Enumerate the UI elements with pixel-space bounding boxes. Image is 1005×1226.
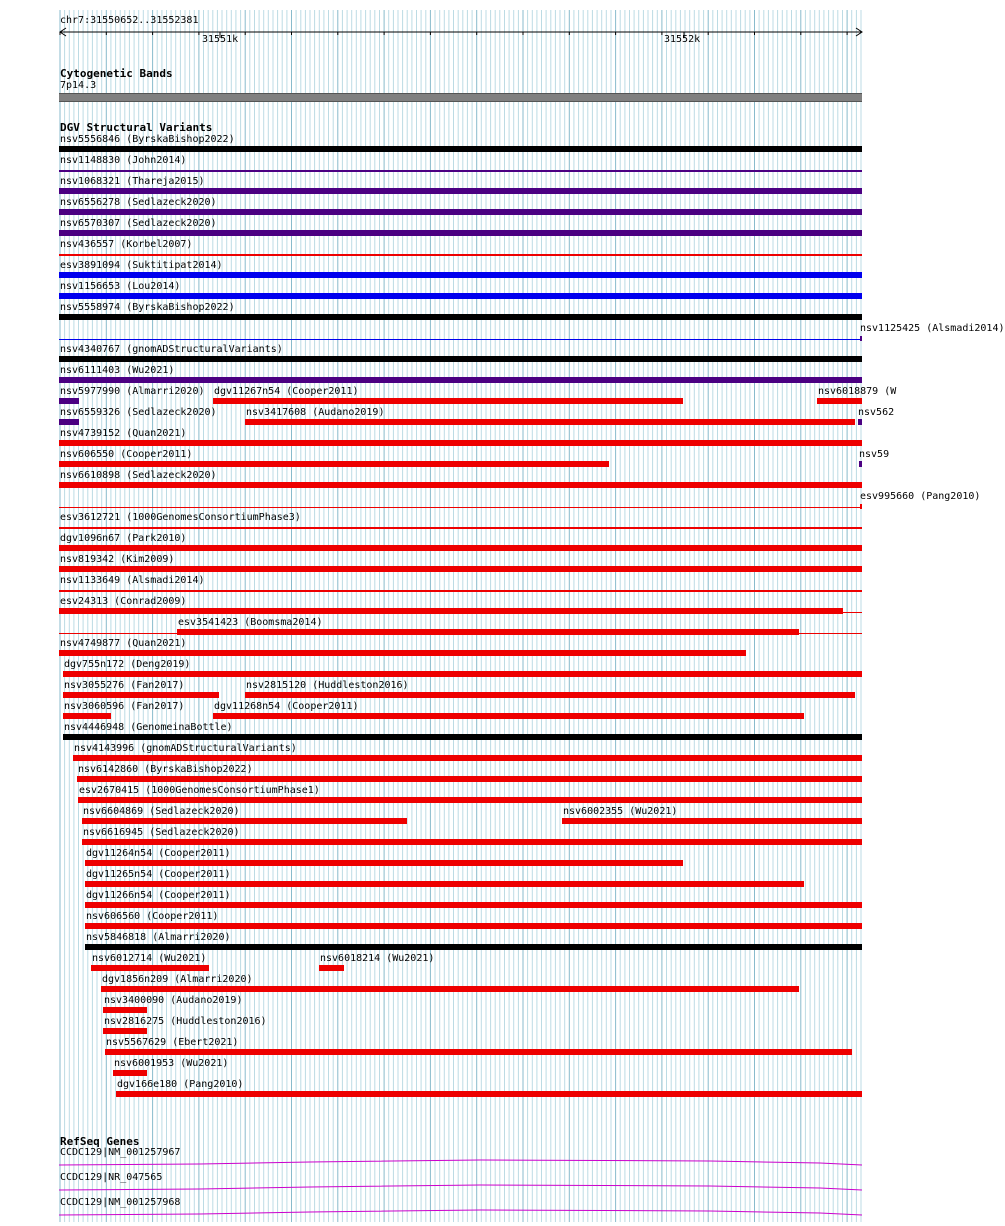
variant-label[interactable]: nsv2816275 (Huddleston2016) bbox=[104, 1016, 267, 1027]
variant-bar[interactable] bbox=[85, 860, 683, 866]
variant-label[interactable]: dgv11268n54 (Cooper2011) bbox=[214, 701, 359, 712]
variant-label[interactable]: dgv1096n67 (Park2010) bbox=[60, 533, 187, 544]
variant-label[interactable]: esv2670415 (1000GenomesConsortiumPhase1) bbox=[79, 785, 320, 796]
variant-bar[interactable] bbox=[59, 230, 862, 236]
variant-bar[interactable] bbox=[59, 419, 79, 425]
variant-bar[interactable] bbox=[59, 293, 862, 299]
variant-label[interactable]: nsv6012714 (Wu2021) bbox=[92, 953, 207, 964]
variant-label[interactable]: nsv5556846 (ByrskaBishop2022) bbox=[60, 134, 235, 145]
variant-label[interactable]: nsv6570307 (Sedlazeck2020) bbox=[60, 218, 217, 229]
variant-bar[interactable] bbox=[85, 881, 804, 887]
variant-bar[interactable] bbox=[116, 1091, 862, 1097]
variant-bar[interactable] bbox=[59, 527, 862, 529]
variant-bar[interactable] bbox=[213, 398, 683, 404]
gene-model-line bbox=[59, 1160, 862, 1165]
variant-bar[interactable] bbox=[858, 419, 862, 425]
variant-bar[interactable] bbox=[59, 170, 862, 172]
variant-label[interactable]: nsv6610898 (Sedlazeck2020) bbox=[60, 470, 217, 481]
refseq-track-title: RefSeq Genes bbox=[60, 1135, 140, 1148]
variant-bar[interactable] bbox=[245, 692, 855, 698]
variant-label[interactable]: nsv6559326 (Sedlazeck2020) bbox=[60, 407, 217, 418]
variant-bar[interactable] bbox=[59, 566, 862, 572]
variant-bar[interactable] bbox=[85, 902, 862, 908]
variant-bar[interactable] bbox=[105, 1049, 852, 1055]
variant-bar[interactable] bbox=[103, 1007, 147, 1013]
variant-bar[interactable] bbox=[59, 356, 862, 362]
gene-models[interactable] bbox=[0, 1155, 890, 1225]
variant-label[interactable]: dgv11265n54 (Cooper2011) bbox=[86, 869, 231, 880]
variant-label[interactable]: nsv6111403 (Wu2021) bbox=[60, 365, 175, 376]
variant-bar[interactable] bbox=[82, 839, 862, 845]
variant-label[interactable]: esv3891094 (Suktitipat2014) bbox=[60, 260, 223, 271]
ruler-tick-label: 31551k bbox=[202, 34, 239, 45]
variant-label[interactable]: esv3612721 (1000GenomesConsortiumPhase3) bbox=[60, 512, 301, 523]
region-coordinates: chr7:31550652..31552381 bbox=[60, 15, 199, 26]
variant-bar[interactable] bbox=[213, 713, 804, 719]
variant-bar[interactable] bbox=[63, 734, 862, 740]
variant-label[interactable]: nsv5977990 (Almarri2020) bbox=[60, 386, 205, 397]
variant-label[interactable]: nsv4749877 (Quan2021) bbox=[60, 638, 187, 649]
variant-bar[interactable] bbox=[85, 923, 862, 929]
variant-bar[interactable] bbox=[63, 692, 219, 698]
variant-bar[interactable] bbox=[59, 146, 862, 152]
variant-label[interactable]: dgv11264n54 (Cooper2011) bbox=[86, 848, 231, 859]
variant-bar[interactable] bbox=[860, 504, 862, 509]
variant-label[interactable]: dgv1856n209 (Almarri2020) bbox=[102, 974, 253, 985]
variant-bar[interactable] bbox=[817, 398, 862, 404]
variant-label[interactable]: nsv4446948 (GenomeinaBottle) bbox=[64, 722, 233, 733]
gene-model-line bbox=[59, 1185, 862, 1190]
variant-label[interactable]: nsv6604869 (Sedlazeck2020) bbox=[83, 806, 240, 817]
variant-bar[interactable] bbox=[63, 671, 862, 677]
variant-label[interactable]: nsv606550 (Cooper2011) bbox=[60, 449, 193, 460]
variant-label[interactable]: nsv3400090 (Audano2019) bbox=[104, 995, 243, 1006]
variant-label[interactable]: nsv6616945 (Sedlazeck2020) bbox=[83, 827, 240, 838]
gene-label[interactable]: CCDC129|NR_047565 bbox=[60, 1172, 163, 1183]
variant-bar[interactable] bbox=[59, 440, 862, 446]
variant-bar[interactable] bbox=[59, 482, 862, 488]
variant-bar[interactable] bbox=[59, 590, 862, 592]
cytoband-track-title: Cytogenetic Bands bbox=[60, 67, 173, 80]
variant-bar[interactable] bbox=[59, 608, 843, 614]
variant-label[interactable]: nsv6001953 (Wu2021) bbox=[114, 1058, 229, 1069]
variant-label[interactable]: nsv436557 (Korbel2007) bbox=[60, 239, 193, 250]
variant-label[interactable]: nsv1148830 (John2014) bbox=[60, 155, 187, 166]
variant-bar[interactable] bbox=[103, 1028, 147, 1034]
variant-label[interactable]: nsv4340767 (gnomADStructuralVariants) bbox=[60, 344, 283, 355]
variant-bar[interactable] bbox=[78, 797, 862, 803]
variant-bar[interactable] bbox=[59, 254, 862, 256]
variant-label[interactable]: nsv4739152 (Quan2021) bbox=[60, 428, 187, 439]
variant-bar[interactable] bbox=[245, 419, 855, 425]
variant-bar[interactable] bbox=[63, 713, 111, 719]
variant-label[interactable]: nsv6018214 (Wu2021) bbox=[320, 953, 435, 964]
dgv-row-divider bbox=[59, 507, 862, 508]
variant-bar[interactable] bbox=[177, 629, 799, 635]
variant-label[interactable]: esv3541423 (Boomsma2014) bbox=[178, 617, 323, 628]
variant-label[interactable]: nsv5567629 (Ebert2021) bbox=[106, 1037, 239, 1048]
dgv-row-divider bbox=[59, 339, 862, 340]
variant-bar[interactable] bbox=[59, 650, 746, 656]
variant-label[interactable]: nsv819342 (Kim2009) bbox=[60, 554, 175, 565]
variant-label[interactable]: dgv11267n54 (Cooper2011) bbox=[214, 386, 359, 397]
variant-label[interactable]: nsv59 bbox=[859, 449, 890, 460]
variant-bar[interactable] bbox=[59, 209, 862, 215]
variant-bar[interactable] bbox=[101, 986, 799, 992]
variant-bar[interactable] bbox=[82, 818, 407, 824]
variant-label[interactable]: nsv1125425 (Alsmadi2014) bbox=[860, 323, 1005, 334]
variant-label[interactable]: esv24313 (Conrad2009) bbox=[60, 596, 187, 607]
variant-label[interactable]: nsv562 bbox=[858, 407, 895, 418]
ruler-tick-label: 31552k bbox=[664, 34, 701, 45]
variant-label[interactable]: nsv3055276 (Fan2017) bbox=[64, 680, 185, 691]
dgv-track-title: DGV Structural Variants bbox=[60, 121, 213, 134]
variant-bar[interactable] bbox=[59, 461, 609, 467]
variant-bar[interactable] bbox=[85, 944, 862, 950]
gene-model-line bbox=[59, 1210, 862, 1215]
variant-bar[interactable] bbox=[860, 336, 862, 341]
variant-label[interactable]: nsv6018879 (W bbox=[818, 386, 897, 397]
variant-bar[interactable] bbox=[319, 965, 344, 971]
gene-label[interactable]: CCDC129|NM_001257968 bbox=[60, 1197, 181, 1208]
variant-label[interactable]: nsv6142860 (ByrskaBishop2022) bbox=[78, 764, 253, 775]
variant-bar[interactable] bbox=[59, 377, 862, 383]
variant-label[interactable]: nsv3060596 (Fan2017) bbox=[64, 701, 185, 712]
variant-bar[interactable] bbox=[59, 272, 862, 278]
variant-bar[interactable] bbox=[59, 545, 862, 551]
variant-bar[interactable] bbox=[59, 314, 862, 320]
gene-label[interactable]: CCDC129|NM_001257967 bbox=[60, 1147, 181, 1158]
cytoband-label: 7p14.3 bbox=[60, 80, 97, 91]
variant-label[interactable]: nsv5558974 (ByrskaBishop2022) bbox=[60, 302, 235, 313]
variant-label[interactable]: nsv1133649 (Alsmadi2014) bbox=[60, 575, 205, 586]
variant-bar[interactable] bbox=[77, 776, 862, 782]
variant-label[interactable]: esv995660 (Pang2010) bbox=[860, 491, 981, 502]
variant-bar[interactable] bbox=[562, 818, 862, 824]
variant-label[interactable]: nsv6556278 (Sedlazeck2020) bbox=[60, 197, 217, 208]
variant-label[interactable]: nsv1156653 (Lou2014) bbox=[60, 281, 181, 292]
variant-label[interactable]: nsv606560 (Cooper2011) bbox=[86, 911, 219, 922]
variant-bar[interactable] bbox=[113, 1070, 147, 1076]
variant-label[interactable]: nsv4143996 (gnomADStructuralVariants) bbox=[74, 743, 297, 754]
variant-bar[interactable] bbox=[91, 965, 209, 971]
variant-label[interactable]: nsv5846818 (Almarri2020) bbox=[86, 932, 231, 943]
variant-label[interactable]: dgv755n172 (Deng2019) bbox=[64, 659, 191, 670]
variant-label[interactable]: nsv2815120 (Huddleston2016) bbox=[246, 680, 409, 691]
variant-label[interactable]: nsv3417608 (Audano2019) bbox=[246, 407, 385, 418]
variant-label[interactable]: dgv11266n54 (Cooper2011) bbox=[86, 890, 231, 901]
variant-bar[interactable] bbox=[59, 398, 79, 404]
variant-bar[interactable] bbox=[859, 461, 862, 467]
variant-bar[interactable] bbox=[59, 188, 862, 194]
variant-label[interactable]: dgv166e180 (Pang2010) bbox=[117, 1079, 244, 1090]
variant-label[interactable]: nsv6002355 (Wu2021) bbox=[563, 806, 678, 817]
variant-bar[interactable] bbox=[73, 755, 862, 761]
variant-label[interactable]: nsv1068321 (Thareja2015) bbox=[60, 176, 205, 187]
